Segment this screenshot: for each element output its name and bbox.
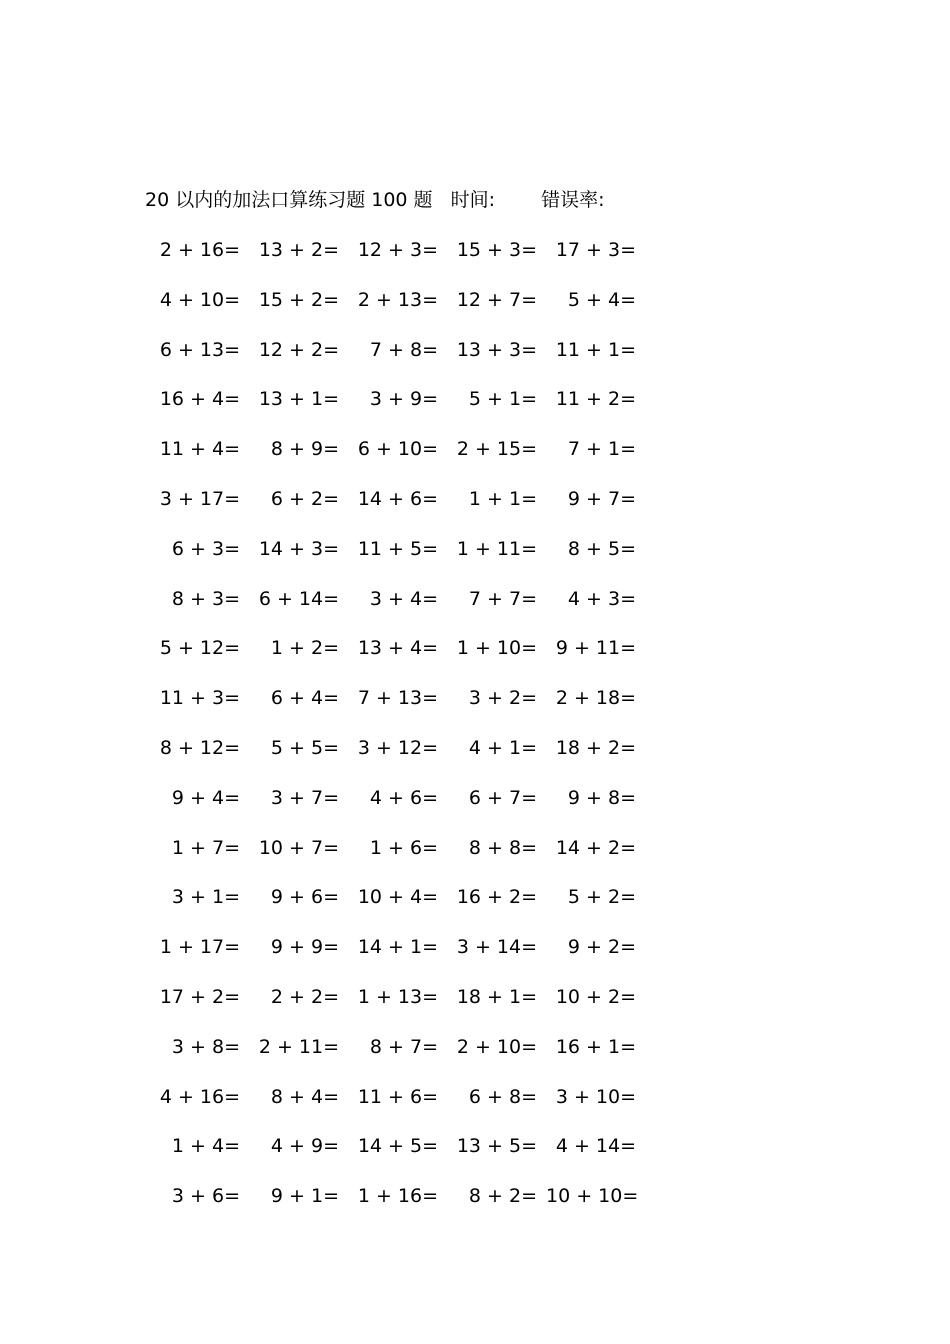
problem-text: 7 + 8=	[369, 338, 438, 361]
problem-text: 16 + 4=	[159, 388, 240, 411]
worksheet-title: 20 以内的加法口算练习题 100 题	[145, 189, 433, 211]
problem-item	[447, 435, 537, 463]
problem-text: 14 + 2=	[555, 836, 636, 859]
problem-item	[249, 834, 339, 862]
problem-text: 1 + 13=	[357, 985, 438, 1008]
problem-text: 8 + 3=	[171, 587, 240, 610]
problem-item	[546, 1132, 636, 1160]
problem-item	[348, 236, 438, 264]
problem-text: 10 + 10=	[546, 1185, 639, 1208]
problem-text: 6 + 7=	[468, 786, 537, 809]
problem-text: 18 + 1=	[456, 985, 537, 1008]
problem-text: 9 + 7=	[567, 487, 636, 510]
problem-text: 9 + 9=	[270, 936, 339, 959]
problem-item	[546, 435, 636, 463]
problem-text: 16 + 1=	[555, 1035, 636, 1058]
problem-row	[150, 385, 636, 435]
problem-item	[249, 435, 339, 463]
time-label: 时间:	[450, 189, 496, 211]
problem-item	[447, 535, 537, 563]
problem-text: 11 + 5=	[357, 537, 438, 560]
problem-row	[150, 634, 636, 684]
problem-item	[447, 933, 537, 961]
problem-item	[150, 933, 240, 961]
problem-item	[546, 286, 636, 314]
problem-item	[150, 983, 240, 1011]
problem-text: 8 + 2=	[468, 1185, 537, 1208]
problem-text: 8 + 7=	[369, 1035, 438, 1058]
problem-item	[249, 535, 339, 563]
problem-text: 6 + 10=	[357, 438, 438, 461]
problem-text: 7 + 13=	[357, 687, 438, 710]
problem-text: 8 + 8=	[468, 836, 537, 859]
problem-text: 11 + 2=	[555, 388, 636, 411]
problem-text: 8 + 12=	[159, 736, 240, 759]
problem-text: 4 + 1=	[468, 736, 537, 759]
problem-text: 3 + 17=	[159, 487, 240, 510]
problem-item	[348, 286, 438, 314]
problem-text: 2 + 11=	[258, 1035, 339, 1058]
problem-text: 11 + 3=	[159, 687, 240, 710]
problem-item	[249, 933, 339, 961]
problem-text: 11 + 6=	[357, 1085, 438, 1108]
problem-item	[249, 385, 339, 413]
problem-row	[150, 734, 636, 784]
problem-item	[546, 784, 636, 812]
problem-text: 3 + 1=	[171, 886, 240, 909]
problem-item	[348, 1182, 438, 1210]
problem-item	[546, 485, 636, 513]
problem-text: 9 + 4=	[171, 786, 240, 809]
problem-text: 8 + 4=	[270, 1085, 339, 1108]
problem-text: 6 + 2=	[270, 487, 339, 510]
problem-item	[348, 435, 438, 463]
problem-item	[447, 634, 537, 662]
problem-item	[546, 883, 636, 911]
problem-item	[150, 1182, 240, 1210]
problem-text: 12 + 3=	[357, 239, 438, 261]
problem-item	[249, 585, 339, 613]
problem-item	[150, 585, 240, 613]
problem-item	[150, 535, 240, 563]
problem-text: 10 + 7=	[258, 836, 339, 859]
problem-item	[447, 585, 537, 613]
problem-item	[150, 834, 240, 862]
problem-text: 7 + 7=	[468, 587, 537, 610]
problem-item	[447, 734, 537, 762]
problem-item	[249, 634, 339, 662]
problem-item	[546, 1083, 636, 1111]
problem-item	[348, 485, 438, 513]
worksheet-header	[145, 186, 604, 214]
problem-text: 3 + 10=	[555, 1085, 636, 1108]
error-rate-label: 错误率:	[541, 189, 605, 211]
problem-item	[249, 286, 339, 314]
problem-text: 6 + 3=	[171, 537, 240, 560]
problem-text: 11 + 1=	[555, 338, 636, 361]
problem-text: 1 + 2=	[270, 637, 339, 660]
problem-item	[348, 784, 438, 812]
problem-row	[150, 485, 636, 535]
problem-item	[348, 983, 438, 1011]
problem-text: 2 + 2=	[270, 985, 339, 1008]
problem-text: 3 + 6=	[171, 1185, 240, 1208]
problem-text: 2 + 18=	[555, 687, 636, 710]
problem-row	[150, 933, 636, 983]
problem-text: 9 + 6=	[270, 886, 339, 909]
problem-row	[150, 1083, 636, 1133]
problem-item	[348, 336, 438, 364]
problem-item	[249, 883, 339, 911]
problem-item	[546, 634, 636, 662]
problem-text: 1 + 11=	[456, 537, 537, 560]
problem-item	[348, 734, 438, 762]
problem-row	[150, 1033, 636, 1083]
problem-row	[150, 1132, 636, 1182]
problem-text: 17 + 3=	[555, 239, 636, 261]
problem-text: 1 + 10=	[456, 637, 537, 660]
problem-item	[348, 1033, 438, 1061]
problem-text: 1 + 7=	[171, 836, 240, 859]
problem-text: 5 + 5=	[270, 736, 339, 759]
problem-text: 3 + 7=	[270, 786, 339, 809]
problem-text: 4 + 9=	[270, 1135, 339, 1158]
problem-item	[447, 1182, 537, 1210]
problem-text: 5 + 4=	[567, 288, 636, 311]
problem-text: 14 + 1=	[357, 936, 438, 959]
problem-text: 4 + 14=	[555, 1135, 636, 1158]
problem-item	[546, 1182, 639, 1210]
problem-text: 1 + 4=	[171, 1135, 240, 1158]
problem-item	[150, 784, 240, 812]
problem-text: 1 + 17=	[159, 936, 240, 959]
problem-item	[249, 784, 339, 812]
problem-row	[150, 236, 636, 286]
problem-text: 9 + 1=	[270, 1185, 339, 1208]
problem-text: 8 + 5=	[567, 537, 636, 560]
problem-item	[150, 1083, 240, 1111]
problem-text: 12 + 7=	[456, 288, 537, 311]
problem-text: 11 + 4=	[159, 438, 240, 461]
problem-row	[150, 535, 636, 585]
problem-text: 4 + 10=	[159, 288, 240, 311]
problem-item	[447, 336, 537, 364]
problem-text: 4 + 6=	[369, 786, 438, 809]
problem-grid	[150, 236, 639, 1232]
problem-text: 14 + 6=	[357, 487, 438, 510]
problem-item	[447, 1033, 537, 1061]
problem-text: 3 + 8=	[171, 1035, 240, 1058]
problem-item	[249, 1083, 339, 1111]
problem-item	[546, 336, 636, 364]
problem-text: 13 + 4=	[357, 637, 438, 660]
problem-item	[150, 385, 240, 413]
problem-row	[150, 784, 636, 834]
problem-item	[249, 236, 339, 264]
problem-item	[348, 834, 438, 862]
problem-text: 3 + 2=	[468, 687, 537, 710]
problem-item	[546, 585, 636, 613]
problem-text: 2 + 10=	[456, 1035, 537, 1058]
problem-item	[348, 684, 438, 712]
problem-text: 17 + 2=	[159, 985, 240, 1008]
problem-item	[150, 1033, 240, 1061]
problem-item	[150, 485, 240, 513]
problem-row	[150, 684, 636, 734]
problem-row	[150, 834, 636, 884]
problem-item	[546, 535, 636, 563]
problem-item	[447, 784, 537, 812]
problem-text: 9 + 2=	[567, 936, 636, 959]
problem-item	[348, 585, 438, 613]
problem-text: 13 + 2=	[258, 239, 339, 261]
problem-item	[150, 634, 240, 662]
problem-item	[546, 385, 636, 413]
problem-item	[447, 385, 537, 413]
problem-item	[447, 485, 537, 513]
problem-text: 4 + 16=	[159, 1085, 240, 1108]
problem-item	[348, 385, 438, 413]
problem-text: 1 + 16=	[357, 1185, 438, 1208]
problem-item	[150, 734, 240, 762]
problem-text: 1 + 6=	[369, 836, 438, 859]
problem-row	[150, 585, 636, 635]
problem-text: 13 + 5=	[456, 1135, 537, 1158]
problem-text: 3 + 14=	[456, 936, 537, 959]
problem-item	[249, 485, 339, 513]
problem-item	[348, 1083, 438, 1111]
problem-item	[348, 1132, 438, 1160]
problem-text: 6 + 13=	[159, 338, 240, 361]
problem-text: 8 + 9=	[270, 438, 339, 461]
problem-item	[150, 336, 240, 364]
problem-item	[348, 933, 438, 961]
problem-text: 2 + 15=	[456, 438, 537, 461]
problem-item	[249, 1132, 339, 1160]
problem-text: 9 + 8=	[567, 786, 636, 809]
problem-item	[447, 1083, 537, 1111]
problem-item	[348, 883, 438, 911]
problem-text: 7 + 1=	[567, 438, 636, 461]
problem-item	[447, 834, 537, 862]
problem-text: 1 + 1=	[468, 487, 537, 510]
problem-item	[546, 983, 636, 1011]
problem-item	[150, 1132, 240, 1160]
problem-text: 6 + 4=	[270, 687, 339, 710]
problem-item	[447, 1132, 537, 1160]
problem-row	[150, 286, 636, 336]
problem-item	[150, 286, 240, 314]
problem-text: 3 + 4=	[369, 587, 438, 610]
problem-text: 6 + 8=	[468, 1085, 537, 1108]
problem-item	[150, 883, 240, 911]
problem-item	[447, 286, 537, 314]
problem-text: 14 + 5=	[357, 1135, 438, 1158]
problem-item	[546, 684, 636, 712]
problem-text: 16 + 2=	[456, 886, 537, 909]
problem-item	[249, 983, 339, 1011]
problem-item	[447, 883, 537, 911]
problem-item	[546, 1033, 636, 1061]
problem-text: 13 + 1=	[258, 388, 339, 411]
problem-text: 18 + 2=	[555, 736, 636, 759]
problem-row	[150, 983, 636, 1033]
problem-text: 10 + 2=	[555, 985, 636, 1008]
problem-item	[348, 535, 438, 563]
problem-text: 10 + 4=	[357, 886, 438, 909]
problem-item	[546, 236, 636, 264]
problem-item	[546, 834, 636, 862]
problem-item	[249, 1182, 339, 1210]
problem-item	[249, 336, 339, 364]
problem-text: 15 + 2=	[258, 288, 339, 311]
problem-item	[150, 236, 240, 264]
problem-text: 6 + 14=	[258, 587, 339, 610]
problem-row	[150, 883, 636, 933]
problem-item	[546, 933, 636, 961]
problem-text: 15 + 3=	[456, 239, 537, 261]
problem-text: 4 + 3=	[567, 587, 636, 610]
problem-text: 5 + 2=	[567, 886, 636, 909]
problem-text: 3 + 12=	[357, 736, 438, 759]
problem-text: 12 + 2=	[258, 338, 339, 361]
problem-row	[150, 1182, 639, 1232]
problem-text: 5 + 1=	[468, 388, 537, 411]
problem-item	[249, 684, 339, 712]
problem-item	[447, 983, 537, 1011]
problem-row	[150, 435, 636, 485]
problem-item	[150, 684, 240, 712]
problem-text: 13 + 3=	[456, 338, 537, 361]
problem-row	[150, 336, 636, 386]
problem-item	[249, 734, 339, 762]
problem-text: 2 + 13=	[357, 288, 438, 311]
problem-item	[249, 1033, 339, 1061]
problem-item	[150, 435, 240, 463]
problem-item	[546, 734, 636, 762]
problem-item	[348, 634, 438, 662]
problem-text: 2 + 16=	[159, 239, 240, 261]
problem-text: 14 + 3=	[258, 537, 339, 560]
problem-text: 3 + 9=	[369, 388, 438, 411]
problem-item	[447, 236, 537, 264]
problem-text: 5 + 12=	[159, 637, 240, 660]
problem-text: 9 + 11=	[555, 637, 636, 660]
problem-item	[447, 684, 537, 712]
